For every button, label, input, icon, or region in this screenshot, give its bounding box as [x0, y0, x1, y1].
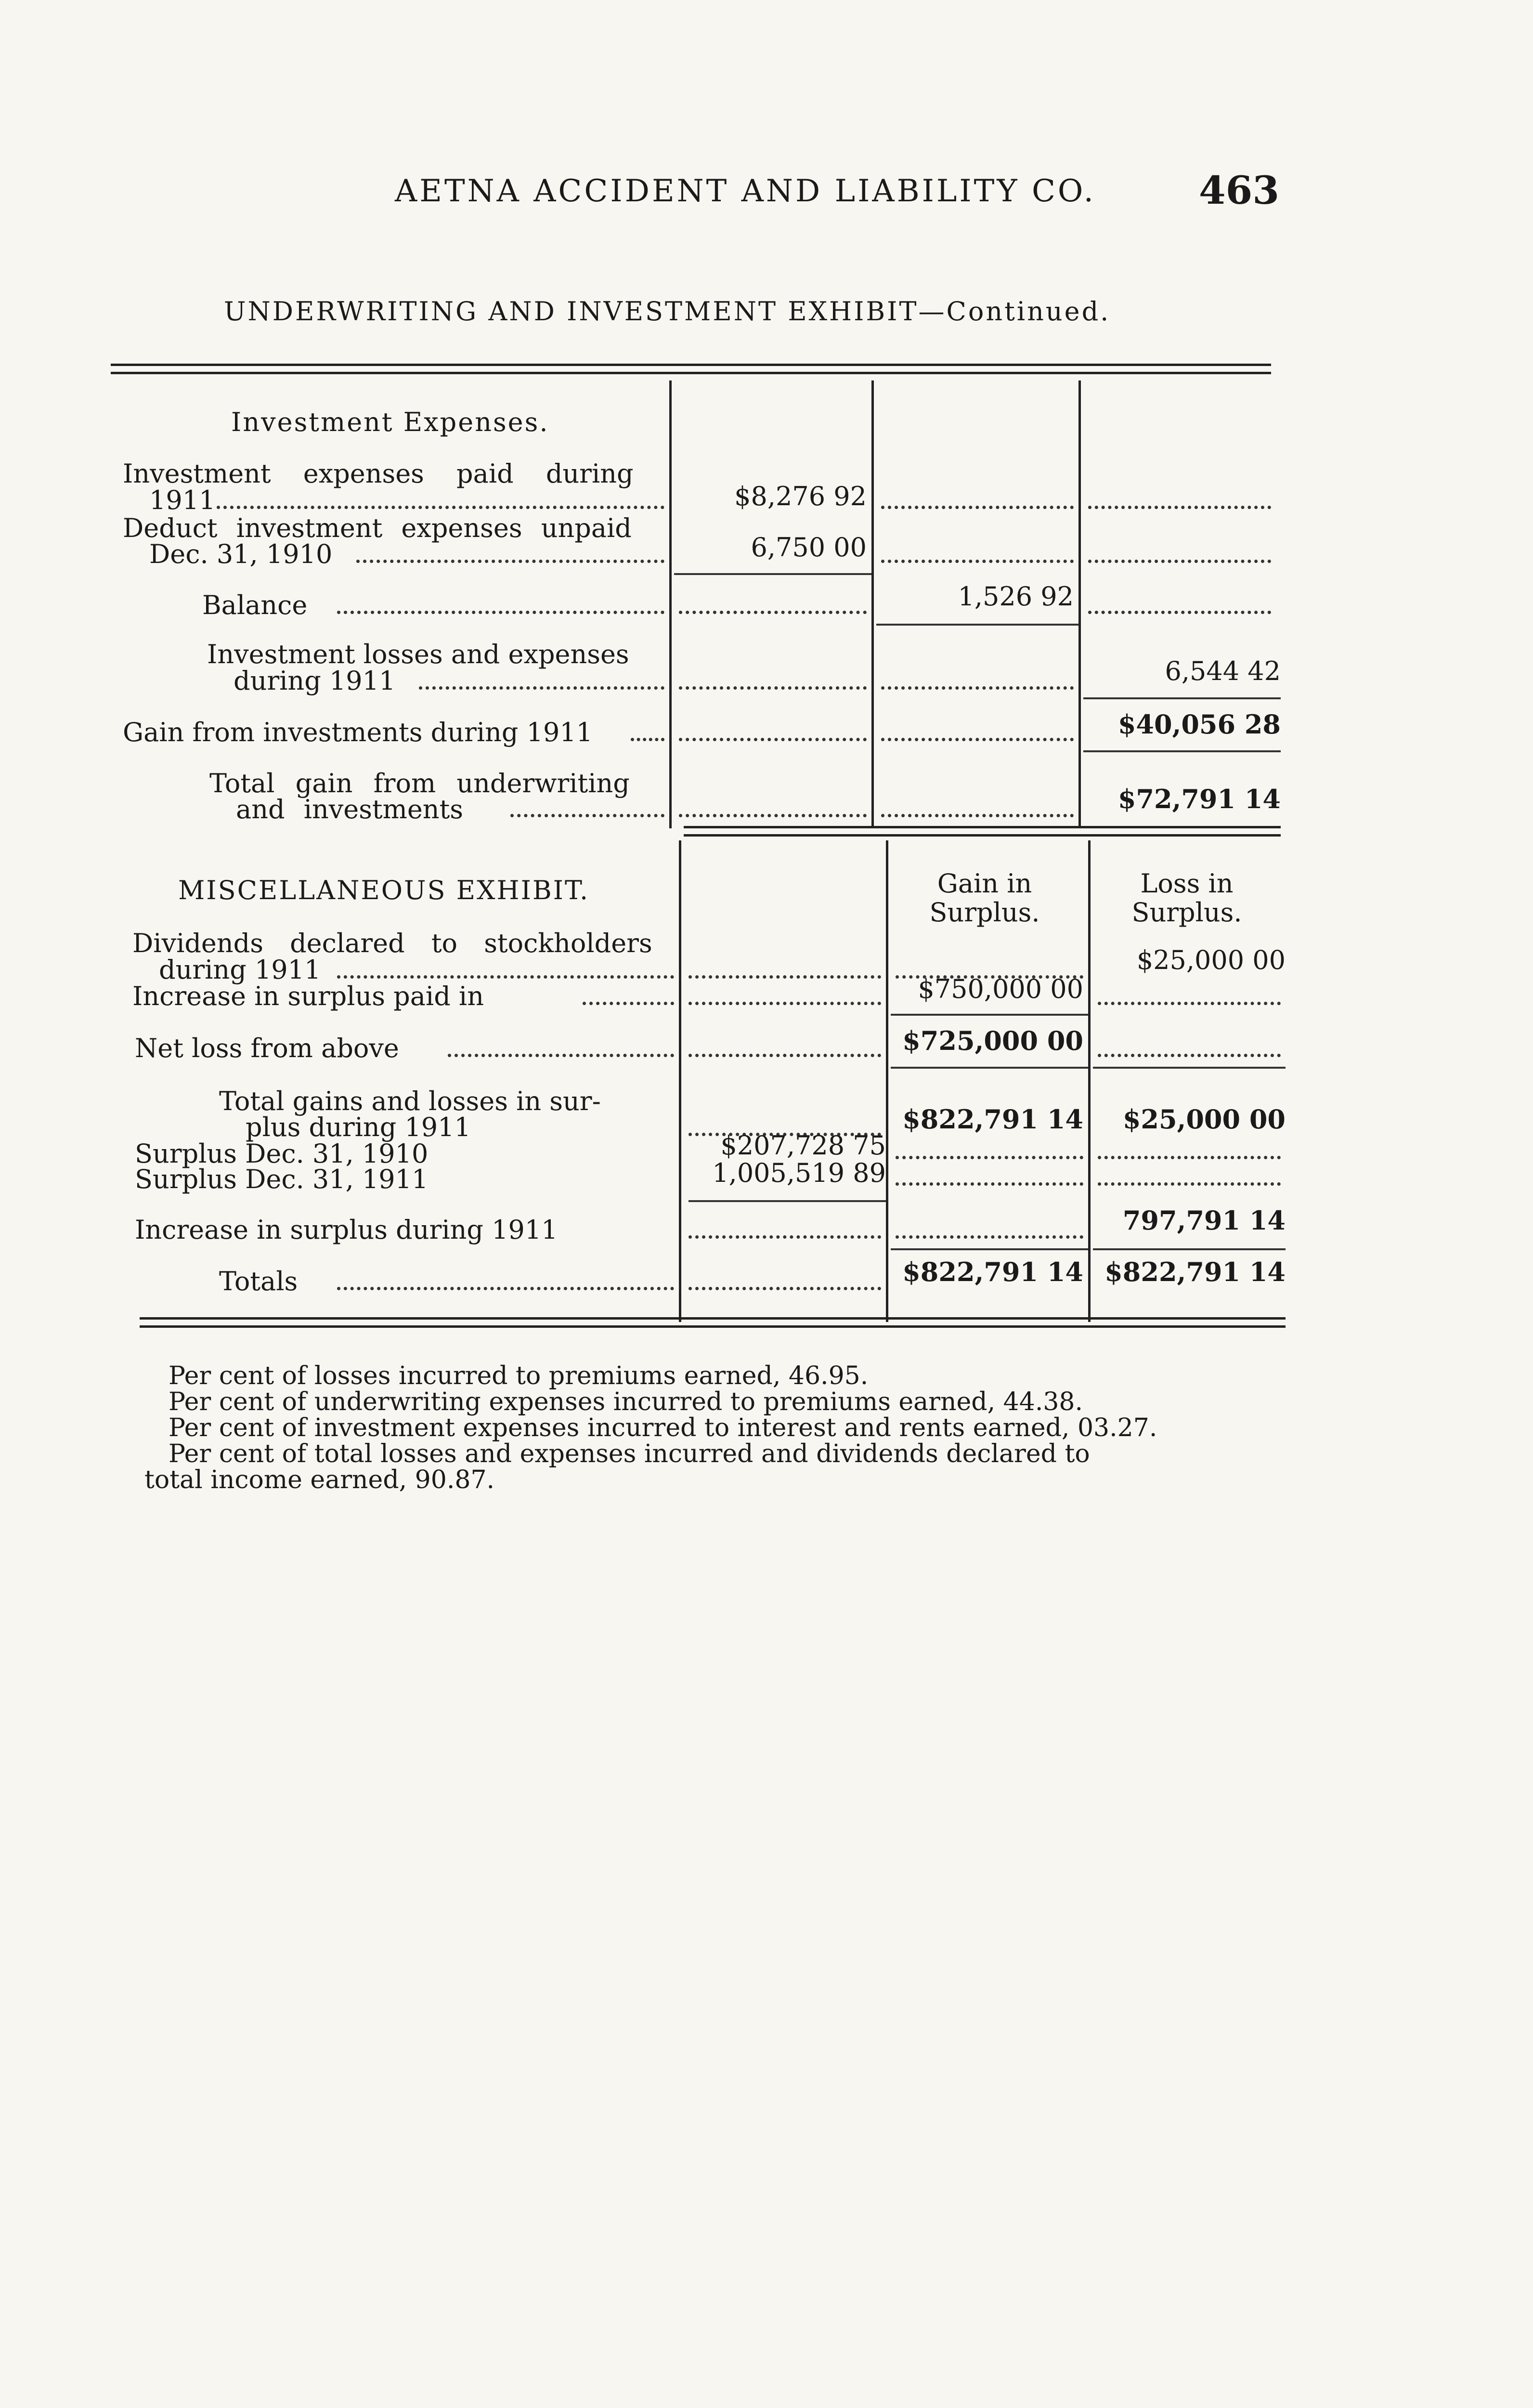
amount: $822,791 14	[902, 1256, 1083, 1287]
amount: $750,000 00	[918, 974, 1083, 1004]
leader-dots	[337, 611, 664, 614]
leader-dots	[419, 686, 664, 690]
ratio-notes	[144, 1363, 1300, 1493]
amount: $25,000 00	[1136, 945, 1286, 975]
leader-dots	[881, 686, 1074, 690]
row-label: Net loss from above	[135, 1033, 399, 1063]
row-label: Balance	[202, 590, 308, 620]
amount: 6,544 42	[1165, 656, 1281, 686]
col-divider-3	[1078, 380, 1081, 828]
amount: $40,056 28	[1117, 709, 1281, 740]
leader-dots	[689, 1002, 881, 1005]
amount: $72,791 14	[1117, 784, 1281, 814]
subtotal-rule	[1093, 1248, 1286, 1250]
col-divider-2	[886, 840, 888, 1322]
subtotal-rule	[1093, 1067, 1286, 1069]
row-label: Gain from investments during 1911	[123, 717, 593, 747]
amount: 797,791 14	[1122, 1205, 1286, 1236]
leader-dots	[1088, 611, 1271, 614]
row-label: plus during 1911	[246, 1112, 471, 1142]
subtotal-rule	[891, 1248, 1088, 1250]
row-label: Dividends declared to stockholders	[132, 928, 652, 958]
leader-dots	[337, 1287, 674, 1290]
leader-dots	[689, 1287, 881, 1290]
row-label: Surplus Dec. 31, 1910	[135, 1139, 429, 1169]
section-heading-investment: Investment Expenses.	[231, 407, 549, 437]
leader-dots	[337, 975, 674, 979]
amount: $822,791 14	[902, 1104, 1083, 1135]
amount: $725,000 00	[902, 1025, 1083, 1056]
leader-dots	[896, 1235, 1083, 1239]
top-double-rule	[111, 364, 1271, 374]
leader-dots	[631, 738, 664, 741]
amount: 1,526 92	[958, 581, 1074, 612]
leader-dots	[356, 560, 664, 563]
note-line: total income earned, 90.87.	[144, 1466, 495, 1494]
leader-dots	[689, 1235, 881, 1239]
note-line: Per cent of investment expenses incurred to interest and rents earned, 03.27.	[169, 1413, 1157, 1442]
col-divider-1	[679, 840, 681, 1322]
page-header	[0, 168, 1533, 226]
leader-dots	[881, 506, 1074, 509]
row-label: Total gain from underwriting	[209, 768, 630, 798]
row-label: Increase in surplus during 1911	[135, 1215, 558, 1245]
leader-dots	[689, 975, 881, 979]
row-label: Surplus Dec. 31, 1911	[135, 1164, 429, 1194]
column-header-loss: Loss in Surplus.	[1131, 868, 1242, 928]
leader-dots	[1088, 560, 1271, 563]
subtotal-rule	[876, 624, 1078, 626]
leader-dots	[583, 1002, 674, 1005]
section-heading-misc: MISCELLANEOUS EXHIBIT.	[178, 875, 590, 905]
row-label: during 1911	[159, 955, 321, 985]
leader-dots	[1088, 506, 1271, 509]
subtotal-rule	[891, 1067, 1088, 1069]
leader-dots	[881, 814, 1074, 817]
leader-dots	[896, 1156, 1083, 1159]
row-label: Dec. 31, 1910	[149, 539, 333, 569]
leader-dots	[881, 738, 1074, 741]
amount: $25,000 00	[1122, 1104, 1286, 1135]
amount: $207,728 75	[720, 1130, 886, 1161]
leader-dots	[679, 814, 867, 817]
leader-dots	[1098, 1182, 1281, 1186]
amount: $822,791 14	[1104, 1256, 1286, 1287]
leader-dots	[510, 814, 664, 817]
running-title: AETNA ACCIDENT AND LIABILITY CO.	[395, 173, 1096, 209]
leader-dots	[1098, 1002, 1281, 1005]
leader-dots	[1098, 1054, 1281, 1057]
row-label: 1911	[149, 485, 216, 515]
amount: $8,276 92	[734, 481, 867, 511]
leader-dots	[689, 1054, 881, 1057]
col-divider-1	[669, 380, 672, 828]
bottom-double-rule	[140, 1317, 1286, 1328]
row-label: Deduct investment expenses unpaid	[123, 513, 632, 543]
col-divider-2	[871, 380, 874, 828]
row-label: Increase in surplus paid in	[132, 981, 484, 1011]
col-divider-3	[1088, 840, 1091, 1322]
section-double-rule	[684, 826, 1281, 837]
row-label: Investment losses and expenses	[207, 639, 629, 669]
subtotal-rule	[1083, 697, 1281, 699]
leader-dots	[679, 611, 867, 614]
subtotal-rule	[1083, 750, 1281, 752]
leader-dots	[679, 686, 867, 690]
subtotal-rule	[689, 1200, 886, 1202]
leader-dots	[217, 506, 664, 509]
leader-dots	[679, 738, 867, 741]
row-label: and investments	[236, 794, 463, 824]
amount: 1,005,519 89	[712, 1158, 886, 1188]
subtotal-rule	[891, 1014, 1088, 1016]
leader-dots	[1098, 1156, 1281, 1159]
amount: 6,750 00	[751, 532, 867, 563]
leader-dots	[448, 1054, 674, 1057]
subtotal-rule	[674, 573, 871, 575]
exhibit-subtitle: UNDERWRITING AND INVESTMENT EXHIBIT—Continued.	[224, 296, 1111, 327]
column-header-gain: Gain in Surplus.	[929, 868, 1040, 928]
leader-dots	[881, 560, 1074, 563]
note-line: Per cent of underwriting expenses incurred to premiums earned, 44.38.	[169, 1387, 1083, 1416]
row-label: Total gains and losses in sur-	[219, 1086, 601, 1116]
note-line: Per cent of losses incurred to premiums earned, 46.95.	[169, 1361, 869, 1390]
page-number: 463	[1199, 168, 1279, 213]
row-label: during 1911	[234, 666, 396, 696]
row-label: Totals	[219, 1266, 298, 1296]
row-label: Investment expenses paid during	[123, 458, 634, 489]
note-line: Per cent of total losses and expenses incurred and dividends declared to	[169, 1440, 1090, 1468]
leader-dots	[896, 1182, 1083, 1186]
